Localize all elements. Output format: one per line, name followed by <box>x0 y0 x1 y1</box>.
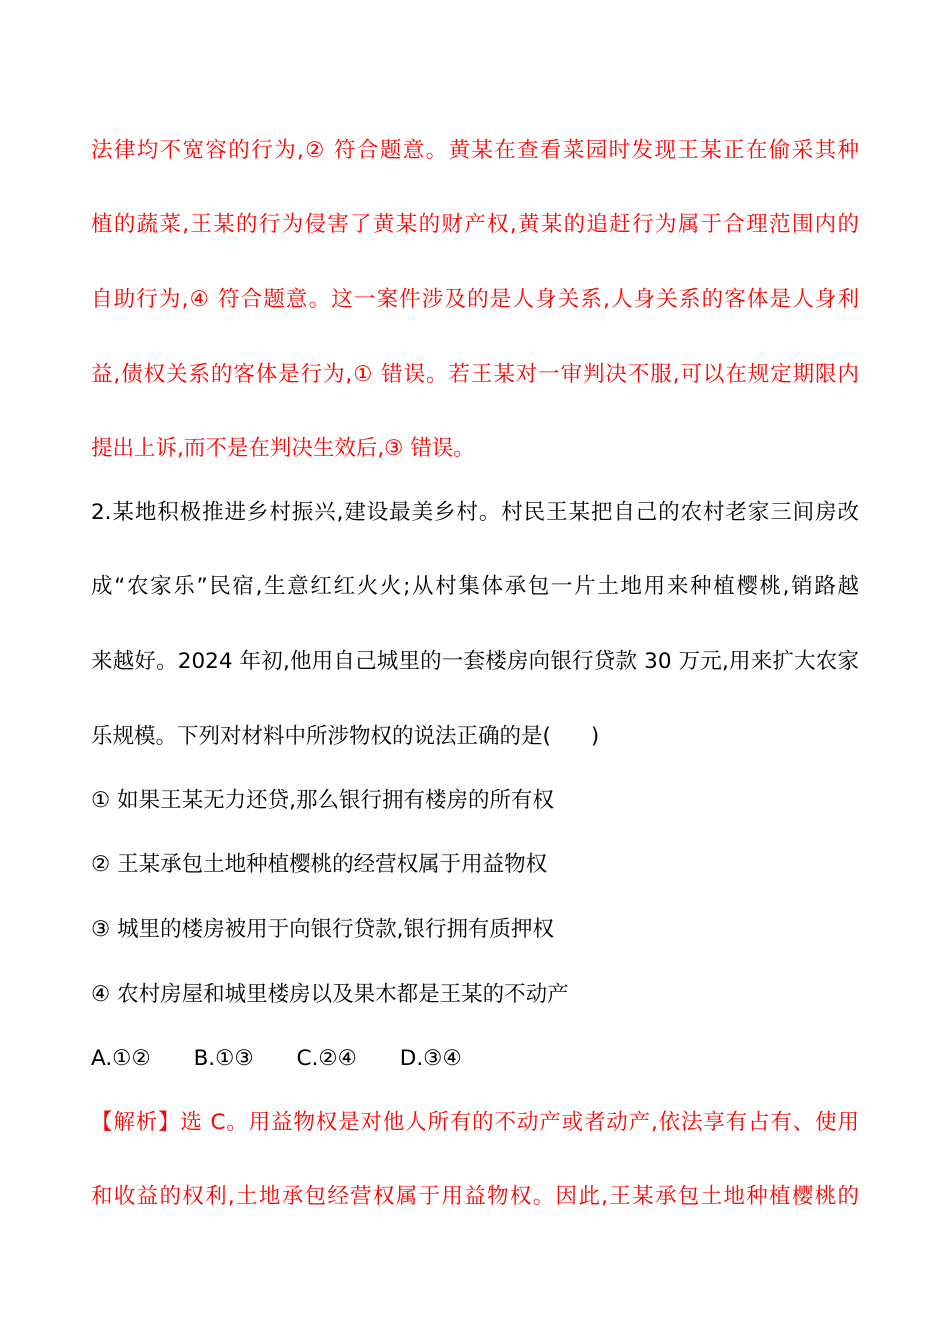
question-stem-line: 来越好。2024 年初,他用自己城里的一套楼房向银行贷款 30 万元,用来扩大农家 <box>91 649 859 674</box>
analysis-line: 【解析】选 C。用益物权是对他人所有的不动产或者动产,依法享有占有、使用 <box>91 1110 859 1135</box>
question-stem-text: 乐规模。下列对材料中所涉物权的说法正确的是( <box>91 724 551 749</box>
question-stem-last-line <box>91 722 871 752</box>
statement-item: ② 王某承包土地种植樱桃的经营权属于用益物权 <box>91 852 548 877</box>
statement-item: ① 如果王某无力还贷,那么银行拥有楼房的所有权 <box>91 788 554 813</box>
statement-item: ④ 农村房屋和城里楼房以及果木都是王某的不动产 <box>91 982 569 1007</box>
option-b: B.①③ <box>193 1046 254 1071</box>
statement-item: ③ 城里的楼房被用于向银行贷款,银行拥有质押权 <box>91 917 554 942</box>
option-c: C.②④ <box>296 1046 357 1071</box>
option-d: D.③④ <box>399 1046 462 1071</box>
analysis-line: 和收益的权利,土地承包经营权属于用益物权。因此,王某承包土地种植樱桃的 <box>91 1184 859 1209</box>
question-stem-line: 成“农家乐”民宿,生意红红火火;从村集体承包一片土地用来种植樱桃,销路越 <box>91 574 859 599</box>
prev-analysis-line: 自助行为,④ 符合题意。这一案件涉及的是人身关系,人身关系的客体是人身利 <box>91 287 859 312</box>
answer-options <box>91 1044 871 1074</box>
prev-analysis-line: 法律均不宽容的行为,② 符合题意。黄某在查看菜园时发现王某正在偷采其种 <box>91 138 859 163</box>
prev-analysis-line: 植的蔬菜,王某的行为侵害了黄某的财产权,黄某的追赶行为属于合理范围内的 <box>91 212 859 237</box>
prev-analysis-line: 提出上诉,而不是在判决生效后,③ 错误。 <box>91 436 475 461</box>
question-stem-line: 2.某地积极推进乡村振兴,建设最美乡村。村民王某把自己的农村老家三间房改 <box>91 500 859 525</box>
prev-analysis-line: 益,债权关系的客体是行为,① 错误。若王某对一审判决不服,可以在规定期限内 <box>91 362 859 387</box>
option-a: A.①② <box>91 1046 151 1071</box>
question-stem-close: ) <box>590 724 600 749</box>
